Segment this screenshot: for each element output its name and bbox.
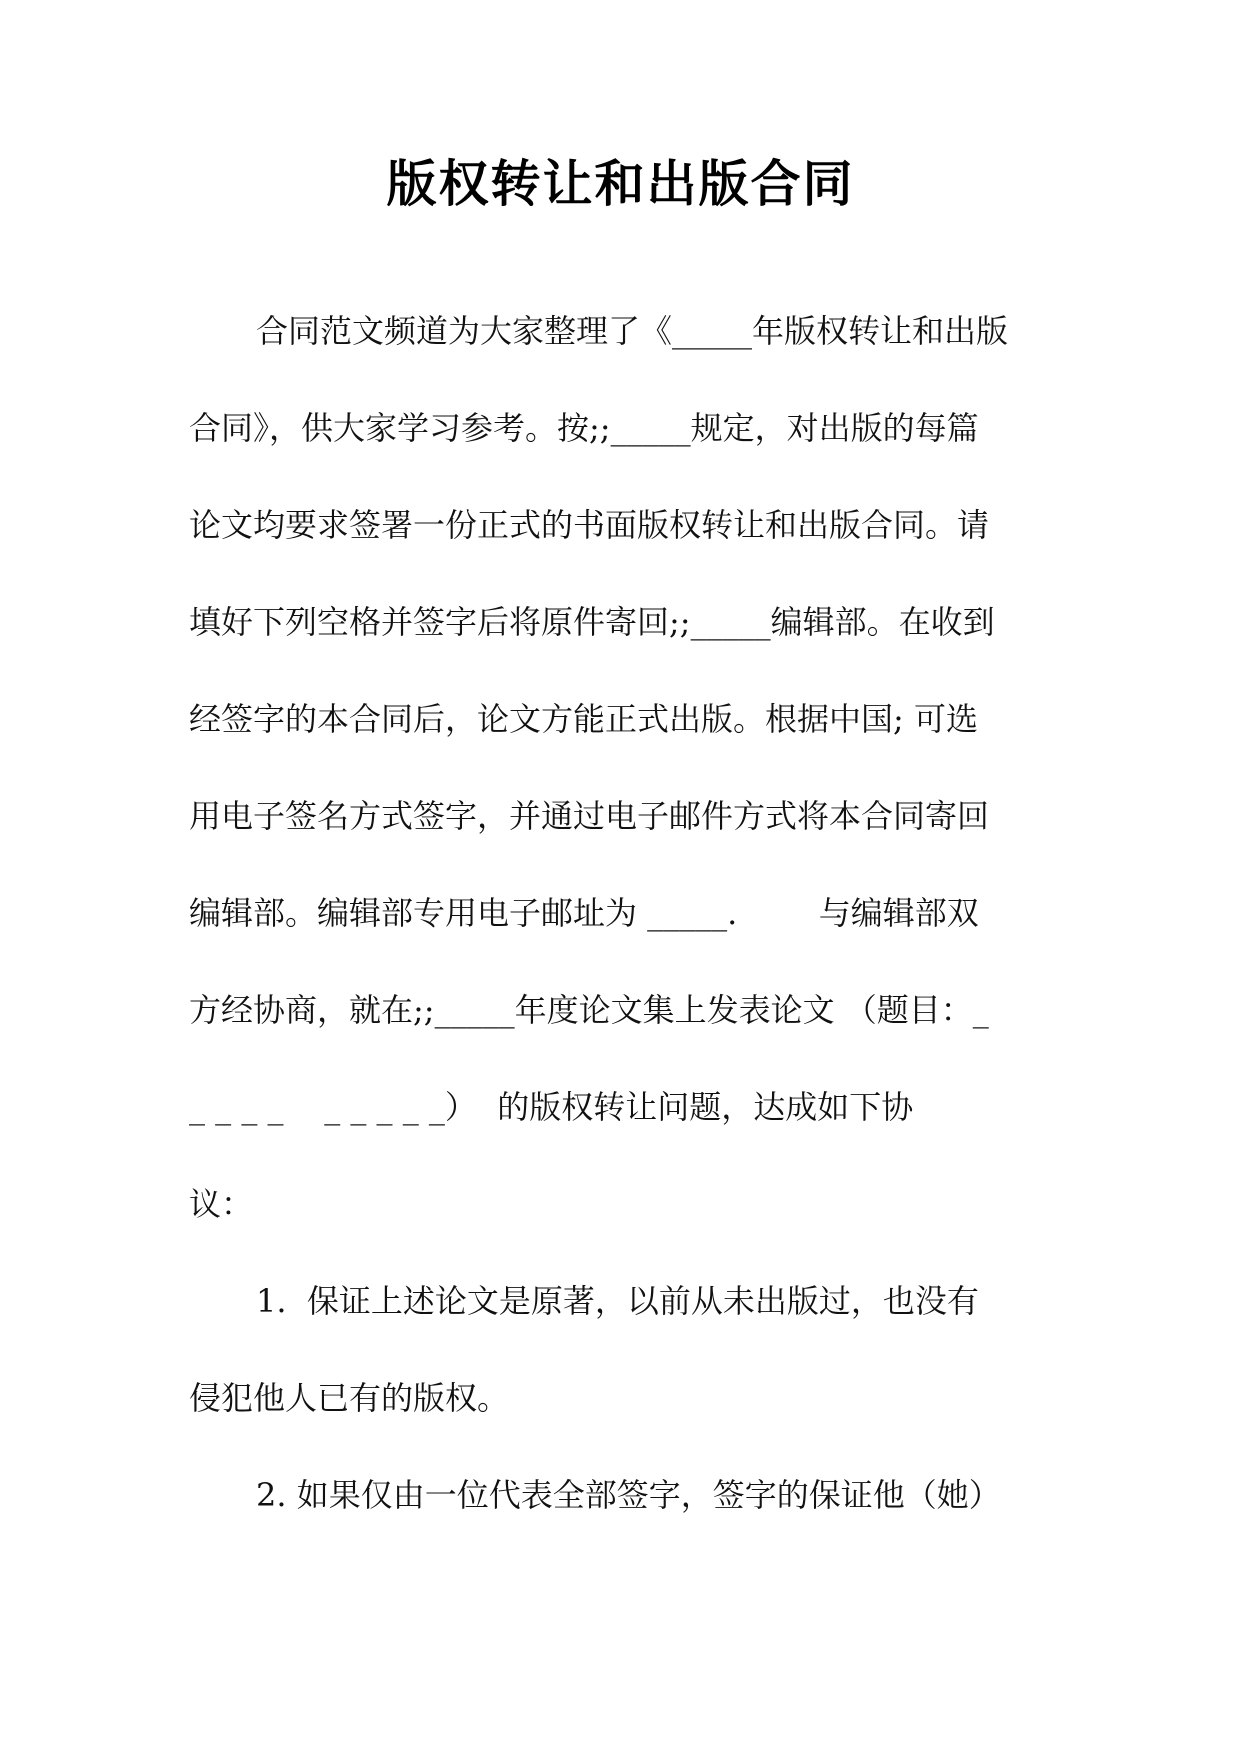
paragraph-line: 合同》，供大家学习参考。按;;_____规定，对出版的每篇: [189, 409, 979, 447]
clause-2-line: 2. 如果仅由一位代表全部签字，签字的保证他（她）: [256, 1476, 1001, 1514]
clause-1-line: 1. 保证上述论文是原著，以前从未出版过，也没有: [256, 1282, 979, 1320]
document-title: 版权转让和出版合同: [386, 155, 855, 213]
paragraph-line: 经签字的本合同后，论文方能正式出版。根据中国; 可选: [189, 700, 978, 738]
paragraph-line: _ _ _ _ _ _ _ _ _） 的版权转让问题，达成如下协: [189, 1088, 914, 1126]
paragraph-line: 议：: [189, 1185, 254, 1223]
paragraph-line: 论文均要求签署一份正式的书面版权转让和出版合同。请: [189, 506, 990, 544]
paragraph-line: 用电子签名方式签字，并通过电子邮件方式将本合同寄回: [189, 797, 990, 835]
clause-1-line: 侵犯他人已有的版权。: [189, 1379, 510, 1417]
paragraph-line: 方经协商，就在;;_____年度论文集上发表论文 （题目：_: [189, 991, 989, 1029]
paragraph-line: 填好下列空格并签字后将原件寄回;;_____编辑部。在收到: [189, 603, 995, 641]
paragraph-line: 编辑部。编辑部专用电子邮址为 _____. 与编辑部双: [189, 894, 979, 932]
paragraph-line: 合同范文频道为大家整理了《_____年版权转让和出版: [256, 312, 1009, 350]
